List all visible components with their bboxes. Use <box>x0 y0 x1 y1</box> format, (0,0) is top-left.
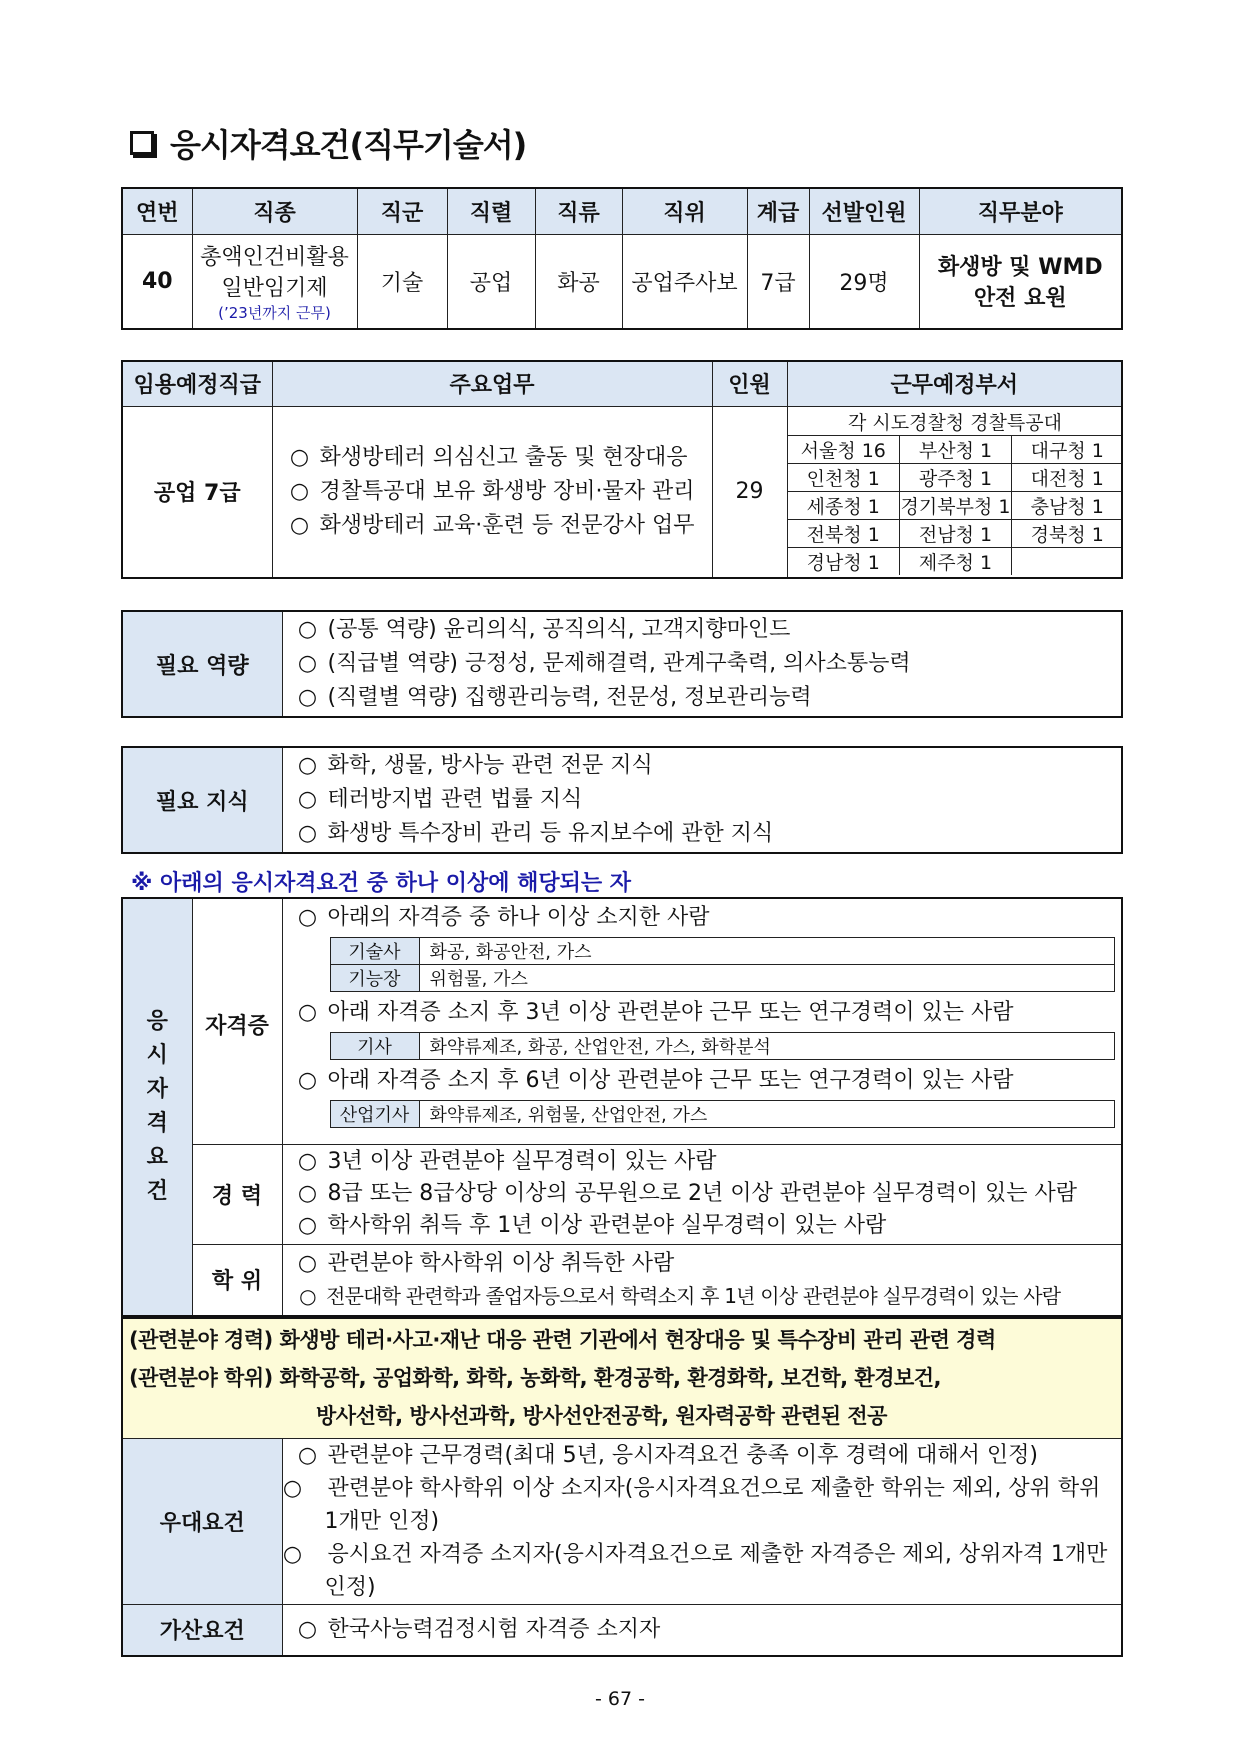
job-type-line2: 일반임기제 <box>221 275 328 301</box>
job-series: 공업 <box>447 234 535 329</box>
department-item: 대구청 1 <box>1012 436 1123 464</box>
header-cell: 임용예정직급 <box>122 361 272 406</box>
job-type-line1: 총액인건비활용 <box>200 244 349 270</box>
certificate-table-1 <box>330 937 1115 992</box>
related-degree-line2: 방사선학, 방사선과학, 방사선안전공학, 원자력공학 관련된 전공 <box>316 1404 887 1429</box>
selection-count: 29명 <box>809 234 919 329</box>
department-item <box>1012 548 1123 576</box>
job-field-line1: 화생방 및 WMD <box>937 255 1103 281</box>
page-title <box>130 120 526 166</box>
summary-header-row <box>122 188 1122 234</box>
duties-table <box>121 360 1123 579</box>
qualification-label: 응 시 자 격 요 건 <box>122 898 192 1316</box>
department-item: 서울청 16 <box>788 436 900 464</box>
competency-item: ○ (직렬별 역량) 집행관리능력, 전문성, 정보관리능력 <box>297 685 812 710</box>
degree-label: 학 위 <box>192 1244 282 1316</box>
preference-item: ○ 관련분야 근무경력(최대 5년, 응시자격요건 충족 이후 경력에 대해서 인정) <box>297 1442 1038 1468</box>
header-cell: 직류 <box>535 188 622 234</box>
preference-item: ○ 관련분야 학사학위 이상 소지자(응시자격요건으로 제출한 학위는 제외, 상위 학위 1개만 인정) <box>282 1475 1101 1534</box>
duties-count: 29 <box>712 406 787 578</box>
department-item: 경남청 1 <box>788 548 900 576</box>
competency-label: 필요 역량 <box>122 611 282 717</box>
competency-item: ○ (공통 역량) 윤리의식, 공직의식, 고객지향마인드 <box>297 617 791 642</box>
cert-value: 화공, 화공안전, 가스 <box>419 938 1114 965</box>
eligibility-notice: ※ 아래의 응시자격요건 중 하나 이상에 해당되는 자 <box>131 871 632 896</box>
preference-label: 우대요건 <box>122 1438 282 1604</box>
preference-item: ○ 응시요건 자격증 소지자(응시자격요건으로 제출한 자격증은 제외, 상위자격 1개만 인정) <box>282 1541 1108 1600</box>
header-cell: 직무분야 <box>919 188 1122 234</box>
checkbox-square-icon <box>130 131 154 155</box>
certificate-table-3 <box>330 1100 1115 1128</box>
department-item: 제주청 1 <box>900 548 1012 576</box>
department-item: 세종청 1 <box>788 492 900 520</box>
serial-number: 40 <box>122 234 192 329</box>
certificate-item: ○ 아래 자격증 소지 후 3년 이상 관련분야 근무 또는 연구경력이 있는 사람 <box>297 1000 1014 1025</box>
cert-type: 기사 <box>330 1033 419 1060</box>
certificate-item: ○ 아래의 자격증 중 하나 이상 소지한 사람 <box>297 905 710 930</box>
department-item: 경북청 1 <box>1012 520 1123 548</box>
header-cell: 직위 <box>622 188 747 234</box>
header-cell: 계급 <box>747 188 809 234</box>
knowledge-item: ○ 화학, 생물, 방사능 관련 전문 지식 <box>297 753 653 778</box>
department-item: 경기북부청 1 <box>900 492 1012 520</box>
related-field <box>122 1318 1122 1438</box>
career-item: ○ 학사학위 취득 후 1년 이상 관련분야 실무경력이 있는 사람 <box>297 1213 887 1238</box>
related-career: (관련분야 경력) 화생방 테러·사고·재난 대응 관련 기관에서 현장대응 및 특수장비 관리 관련 경력 <box>129 1328 996 1353</box>
competency-items <box>282 611 1122 717</box>
page-title-text: 응시자격요건(직무기술서) <box>170 126 527 164</box>
knowledge-items <box>282 747 1122 853</box>
appointment-grade: 공업 7급 <box>122 406 272 578</box>
header-cell: 주요업무 <box>272 361 712 406</box>
career-item: ○ 3년 이상 관련분야 실무경력이 있는 사람 <box>297 1149 717 1174</box>
job-type-note: (’23년까지 근무) <box>218 303 331 322</box>
bonus-items <box>282 1604 1122 1656</box>
department-table <box>788 408 1123 575</box>
job-group: 기술 <box>357 234 447 329</box>
job-grade: 7급 <box>747 234 809 329</box>
preference-items <box>282 1438 1122 1604</box>
preference-table <box>121 1317 1123 1657</box>
cert-type: 기능장 <box>330 965 419 992</box>
knowledge-table <box>121 746 1123 854</box>
department-cell <box>787 406 1122 578</box>
cert-type: 기술사 <box>330 938 419 965</box>
department-title: 각 시도경찰청 경찰특공대 <box>788 408 1123 436</box>
cert-value: 화약류제조, 화공, 산업안전, 가스, 화학분석 <box>419 1033 1114 1060</box>
competency-table <box>121 610 1123 718</box>
knowledge-item: ○ 테러방지법 관련 법률 지식 <box>297 787 583 812</box>
certificate-label: 자격증 <box>192 898 282 1144</box>
knowledge-label: 필요 지식 <box>122 747 282 853</box>
header-cell: 인원 <box>712 361 787 406</box>
department-item: 인천청 1 <box>788 464 900 492</box>
job-position: 공업주사보 <box>622 234 747 329</box>
qualification-table <box>121 897 1123 1317</box>
job-type-cell <box>192 234 357 329</box>
cert-value: 화약류제조, 위험물, 산업안전, 가스 <box>419 1101 1114 1128</box>
header-cell: 근무예정부서 <box>787 361 1122 406</box>
cert-value: 위험물, 가스 <box>419 965 1114 992</box>
department-item: 부산청 1 <box>900 436 1012 464</box>
career-label: 경 력 <box>192 1144 282 1244</box>
main-tasks <box>272 406 712 578</box>
bonus-label: 가산요건 <box>122 1604 282 1656</box>
header-cell: 직종 <box>192 188 357 234</box>
task-item: ○ 경찰특공대 보유 화생방 장비·물자 관리 <box>289 478 695 504</box>
job-field-line2: 안전 요원 <box>973 286 1067 312</box>
summary-table <box>121 187 1123 330</box>
cert-type: 산업기사 <box>330 1101 419 1128</box>
page-number: - 67 - <box>595 1688 645 1710</box>
competency-item: ○ (직급별 역량) 긍정성, 문제해결력, 관계구축력, 의사소통능력 <box>297 651 911 676</box>
certificate-table-2 <box>330 1032 1115 1060</box>
certificate-item: ○ 아래 자격증 소지 후 6년 이상 관련분야 근무 또는 연구경력이 있는 사람 <box>297 1068 1014 1093</box>
header-cell: 선발인원 <box>809 188 919 234</box>
bonus-item: ○ 한국사능력검정시험 자격증 소지자 <box>297 1616 661 1642</box>
job-class: 화공 <box>535 234 622 329</box>
career-item: ○ 8급 또는 8급상당 이상의 공무원으로 2년 이상 관련분야 실무경력이 있는 사람 <box>297 1181 1077 1206</box>
header-cell: 직렬 <box>447 188 535 234</box>
job-field <box>919 234 1122 329</box>
header-cell: 직군 <box>357 188 447 234</box>
department-item: 충남청 1 <box>1012 492 1123 520</box>
department-item: 대전청 1 <box>1012 464 1123 492</box>
degree-items <box>282 1244 1122 1316</box>
header-cell: 연번 <box>122 188 192 234</box>
duties-data-row <box>122 406 1122 578</box>
task-item: ○ 화생방테러 의심신고 출동 및 현장대응 <box>289 444 688 470</box>
department-item: 전남청 1 <box>900 520 1012 548</box>
degree-item: ○ 전문대학 관련학과 졸업자등으로서 학력소지 후 1년 이상 관련분야 실무경력이 있는 사람 <box>299 1283 1061 1308</box>
degree-item: ○ 관련분야 학사학위 이상 취득한 사람 <box>297 1250 675 1276</box>
department-item: 전북청 1 <box>788 520 900 548</box>
career-items <box>282 1144 1122 1244</box>
department-item: 광주청 1 <box>900 464 1012 492</box>
task-item: ○ 화생방테러 교육·훈련 등 전문강사 업무 <box>289 512 695 538</box>
duties-header-row <box>122 361 1122 406</box>
summary-data-row <box>122 234 1122 329</box>
related-degree-line1: (관련분야 학위) 화학공학, 공업화학, 화학, 농화학, 환경공학, 환경화학, 보건학, 환경보건, <box>129 1366 942 1391</box>
knowledge-item: ○ 화생방 특수장비 관리 등 유지보수에 관한 지식 <box>297 821 774 846</box>
certificate-content <box>282 898 1122 1144</box>
